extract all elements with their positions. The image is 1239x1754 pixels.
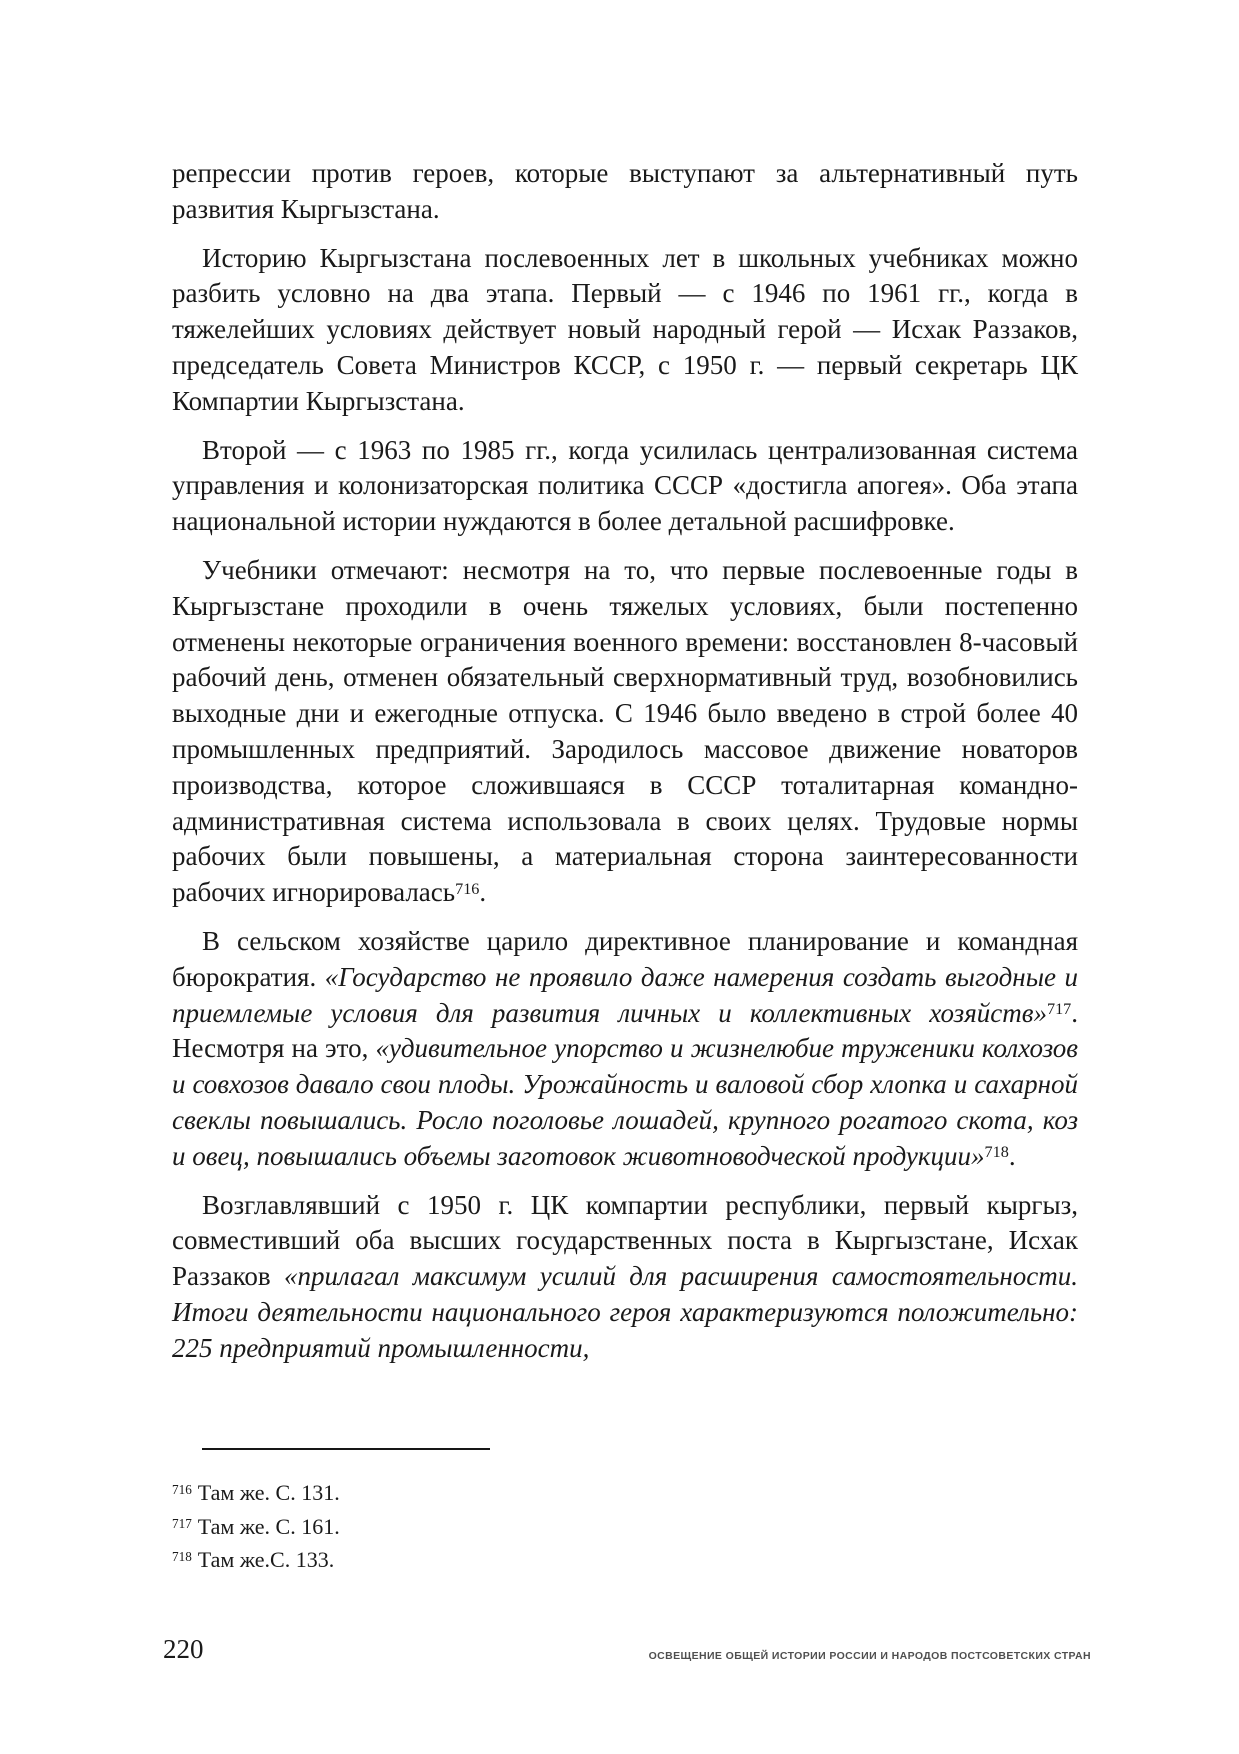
footnote-text: Там же. С. 161. [197, 1513, 340, 1539]
footnotes-block [172, 1448, 1078, 1577]
text-segment: «Государство не проявило даже намерения создать выгодные и приемлемые условия для развития личных и коллективных хозяйств» [172, 961, 1078, 1028]
footnote-marker: 717 [172, 1515, 192, 1531]
text-segment: . [479, 877, 487, 908]
text-segment: «удивительное упорство и жизнелюбие труженики колхозов и совхозов давало свои плоды. Урожайность и валовой сбор хлопка и сахарной свеклы повышались. Росло поголовье лошадей, крупного рогатого скота, коз и овец, повышались объемы заготовок животноводческой продукции» [172, 1033, 1078, 1171]
body-paragraph-6 [172, 1188, 1078, 1367]
footnote-marker: 716 [172, 1482, 192, 1498]
footnote-text: Там же.С. 133. [197, 1547, 335, 1572]
text-column [172, 156, 1078, 1367]
body-paragraph-1 [172, 156, 1078, 228]
body-paragraph-2 [172, 241, 1078, 420]
footnote-item [172, 1543, 1078, 1577]
text-segment: Учебники отмечают: несмотря на то, что первые послевоенные годы в Кыргызстане проходили в очень тяжелых условиях, были постепенно отменены некоторые ограничения военного времени: восстановлен 8-часовый рабочий день, отменен обязательный сверхнормативный труд, возобновились выходные дни и ежегодные отпуска. С 1946 было введено в строй более 40 промышленных предприятий. Зародилось массовое движение новаторов производства, которое сложившаяся в СССР тоталитарная командно-административная система использовала в своих целях. Трудовые нормы рабочих были повышены, а материальная сторона заинтересованности рабочих игнорировалась [172, 554, 1078, 908]
footnote-text: Там же. С. 131. [197, 1480, 340, 1505]
body-paragraph-5 [172, 924, 1078, 1175]
text-segment: В сельском хозяйстве царило директивное планирование и командная бюрократия. [172, 925, 1078, 992]
text-segment: Историю Кыргызстана послевоенных лет в школьных учебниках можно разбить условно на два этапа. Первый — с 1946 по 1961 гг., когда в тяжелейших условиях действует новый народный герой — Исхак Раззаков, председатель Совета Министров КССР, с 1950 г. — первый секретарь ЦК Компартии Кыргызстана. [172, 242, 1078, 416]
footnote-marker: 718 [172, 1549, 192, 1565]
text-segment: Возглавлявший с 1950 г. ЦК компартии республики, первый кыргыз, совместивший оба высших государственных поста в Кыргызстане, Исхак Раззаков [172, 1189, 1078, 1292]
text-segment: 717 [1046, 1000, 1072, 1019]
page-number: 220 [163, 1634, 204, 1664]
body-paragraph-3 [172, 433, 1078, 540]
text-segment: 716 [455, 879, 480, 898]
text-segment: репрессии против героев, которые выступают за альтернативный путь развития Кыргызстана. [172, 158, 1078, 224]
body-paragraph-4 [172, 553, 1078, 911]
footnote-item [172, 1510, 1078, 1544]
text-segment: Второй — с 1963 по 1985 гг., когда усилилась централизованная система управления и колонизаторская политика СССР «достигла апогея». Оба этапа национальной истории нуждаются в более детальной расшифровке. [172, 434, 1078, 537]
footnote-item [172, 1476, 1078, 1510]
running-title: ОСВЕЩЕНИЕ ОБЩЕЙ ИСТОРИИ РОССИИ И НАРОДОВ ПОСТСОВЕТСКИХ СТРАН [648, 1650, 1091, 1662]
text-segment: . Несмотря на это, [172, 997, 1078, 1064]
text-segment: 718 [984, 1143, 1009, 1162]
text-segment: «прилагал максимум усилий для расширения самостоятельности. Итоги деятельности национального героя характеризуются положительно: 225 предприятий промышленности, [172, 1261, 1078, 1363]
text-segment: . [1008, 1140, 1016, 1171]
footnote-separator-rule [202, 1448, 490, 1450]
